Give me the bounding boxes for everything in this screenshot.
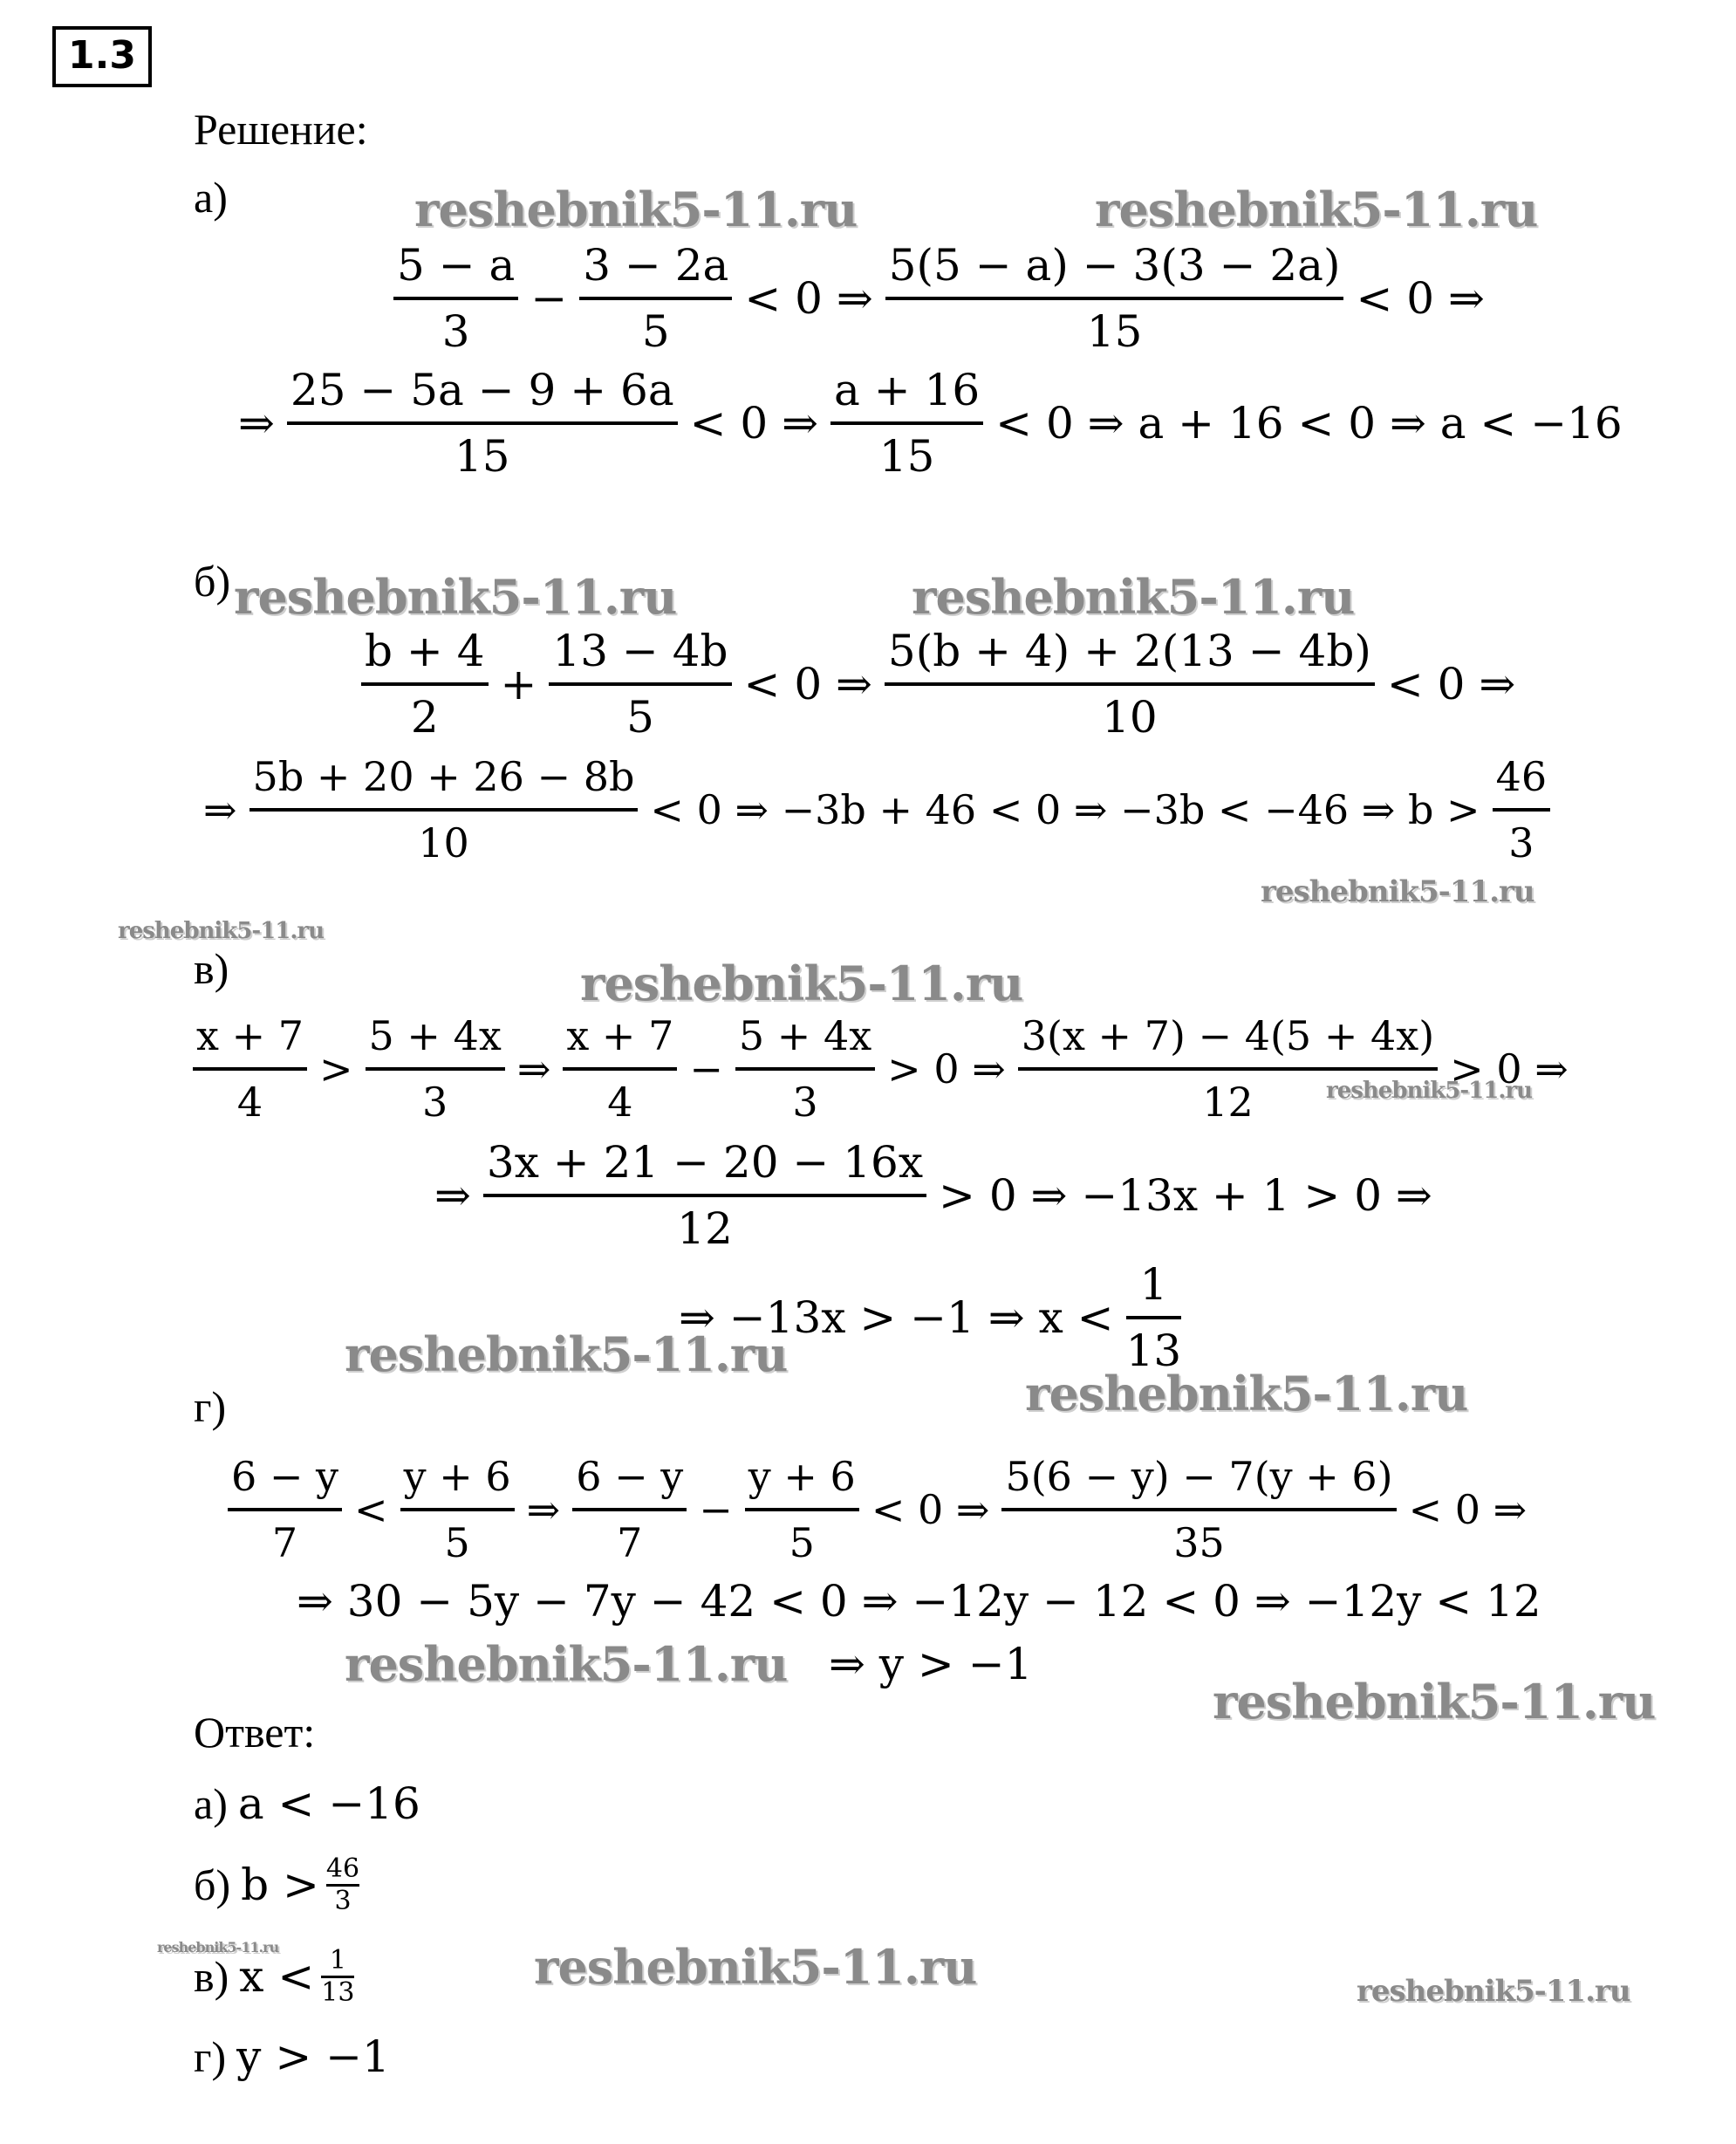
part-v-label: в)	[194, 944, 229, 993]
fraction: $\frac{46}{3}$	[325, 1853, 360, 1916]
answer-v	[194, 1933, 354, 2020]
relation: > 0 ⇒	[887, 1045, 1006, 1093]
watermark: reshebnik5-11.ru	[1095, 182, 1538, 237]
implication: ⇒	[434, 1170, 471, 1221]
answer-label: а)	[194, 1779, 228, 1828]
fraction: $\frac{6 - y}{7}$	[572, 1449, 687, 1571]
part-b-line-2	[196, 740, 1555, 880]
watermark: reshebnik5-11.ru	[118, 918, 325, 944]
answer-expression: x <	[239, 1951, 315, 2002]
fraction: $\frac{y + 6}{5}$	[400, 1449, 515, 1571]
relation-chain: > 0 ⇒ −13x + 1 > 0 ⇒	[939, 1170, 1432, 1221]
fraction: $\frac{y + 6}{5}$	[745, 1449, 859, 1571]
part-b-label: б)	[194, 557, 231, 606]
fraction: $\frac{3 - 2a}{5}$	[579, 237, 732, 360]
relation-chain: ⇒ −13x > −1 ⇒ x <	[679, 1292, 1114, 1343]
problem-number: 1.3	[52, 26, 152, 87]
part-g-label: г)	[194, 1382, 227, 1431]
relation: < 0 ⇒	[1356, 273, 1485, 324]
fraction: $\frac{25 - 5a - 9 + 6a}{15}$	[287, 362, 678, 484]
relation: < 0 ⇒	[1386, 659, 1516, 709]
answer-expression: b >	[241, 1860, 319, 1910]
part-g-line-2	[297, 1571, 1541, 1632]
fraction: $\frac{5(6 - y) - 7(y + 6)}{35}$	[1001, 1449, 1396, 1571]
fraction: $\frac{5 + 4x}{3}$	[366, 1008, 505, 1130]
fraction: $\frac{5 - a}{3}$	[393, 237, 518, 360]
fraction: $\frac{3x + 21 - 20 - 16x}{12}$	[483, 1134, 926, 1257]
watermark: reshebnik5-11.ru	[345, 1326, 788, 1382]
fraction: $\frac{x + 7}{4}$	[193, 1008, 307, 1130]
answer-expression: y > −1	[236, 2031, 390, 2082]
answer-label: г)	[194, 2032, 227, 2081]
fraction: $\frac{5(5 - a) - 3(3 - 2a)}{15}$	[885, 237, 1344, 360]
relation-chain: < 0 ⇒ a + 16 < 0 ⇒ a < −16	[995, 398, 1623, 449]
operator: −	[530, 273, 568, 324]
operator: −	[699, 1486, 733, 1533]
part-a-line-1	[388, 229, 1492, 368]
relation: < 0 ⇒	[1408, 1486, 1528, 1533]
relation: > 0 ⇒	[1450, 1045, 1569, 1093]
operator: +	[500, 659, 537, 709]
relation: < 0 ⇒	[689, 398, 819, 449]
answer-label: б)	[194, 1860, 231, 1909]
part-v-line-3	[672, 1248, 1186, 1387]
relation-chain: < 0 ⇒ −3b + 46 < 0 ⇒ −3b < −46 ⇒ b >	[650, 786, 1480, 833]
relation: < 0 ⇒	[743, 659, 872, 709]
watermark: reshebnik5-11.ru	[580, 956, 1023, 1011]
relation: >	[319, 1045, 353, 1093]
fraction: $\frac{5(b + 4) + 2(13 - 4b)}{10}$	[885, 623, 1375, 745]
watermark: reshebnik5-11.ru	[912, 569, 1355, 625]
fraction: $\frac{a + 16}{15}$	[830, 362, 983, 484]
relation: < 0 ⇒	[871, 1486, 990, 1533]
watermark: reshebnik5-11.ru	[1357, 1974, 1630, 2009]
watermark: reshebnik5-11.ru	[1213, 1674, 1656, 1730]
answer-expression: a < −16	[237, 1778, 420, 1829]
part-a-label: а)	[194, 173, 228, 222]
part-g-line-3	[829, 1634, 1032, 1695]
fraction: $\frac{46}{3}$	[1493, 749, 1551, 871]
relation-chain: ⇒ 30 − 5y − 7y − 42 < 0 ⇒ −12y − 12 < 0 ⇒ −12y < 12	[297, 1576, 1541, 1627]
watermark: reshebnik5-11.ru	[534, 1939, 977, 1995]
implication: ⇒	[238, 398, 275, 449]
fraction: $\frac{6 - y}{7}$	[228, 1449, 342, 1571]
watermark: reshebnik5-11.ru	[414, 182, 858, 237]
fraction: $\frac{5b + 20 + 26 - 8b}{10}$	[249, 749, 639, 871]
implication: ⇒	[516, 1045, 551, 1093]
watermark: reshebnik5-11.ru	[1025, 1366, 1468, 1421]
watermark: reshebnik5-11.ru	[1261, 874, 1534, 909]
fraction: $\frac{5 + 4x}{3}$	[735, 1008, 875, 1130]
watermark: reshebnik5-11.ru	[345, 1636, 788, 1692]
fraction: $\frac{1}{13}$	[321, 1944, 355, 2008]
implication: ⇒	[203, 786, 237, 833]
answer-label: в)	[194, 1952, 229, 2001]
fraction: $\frac{x + 7}{4}$	[563, 1008, 677, 1130]
fraction: $\frac{b + 4}{2}$	[361, 623, 489, 745]
relation: < 0 ⇒	[744, 273, 873, 324]
part-g-line-1	[222, 1440, 1534, 1579]
answer-heading: Ответ:	[194, 1708, 316, 1757]
part-b-line-1	[356, 614, 1522, 754]
fraction: $\frac{1}{13}$	[1125, 1259, 1182, 1376]
fraction: $\frac{13 - 4b}{5}$	[549, 623, 731, 745]
part-v-line-1	[188, 999, 1575, 1139]
relation-chain: ⇒ y > −1	[829, 1639, 1033, 1689]
implication: ⇒	[526, 1486, 561, 1533]
fraction: $\frac{3(x + 7) - 4(5 + 4x)}{12}$	[1018, 1008, 1438, 1130]
watermark: reshebnik5-11.ru	[157, 1939, 279, 1956]
solution-heading: Решение:	[194, 105, 368, 154]
part-a-line-2	[231, 353, 1630, 493]
relation: <	[354, 1486, 388, 1533]
answer-g	[194, 2026, 390, 2087]
part-v-line-2	[427, 1126, 1439, 1265]
answer-b	[194, 1841, 359, 1928]
watermark: reshebnik5-11.ru	[1326, 1078, 1533, 1104]
watermark: reshebnik5-11.ru	[234, 569, 677, 625]
answer-a	[194, 1773, 420, 1834]
operator: −	[689, 1045, 723, 1093]
